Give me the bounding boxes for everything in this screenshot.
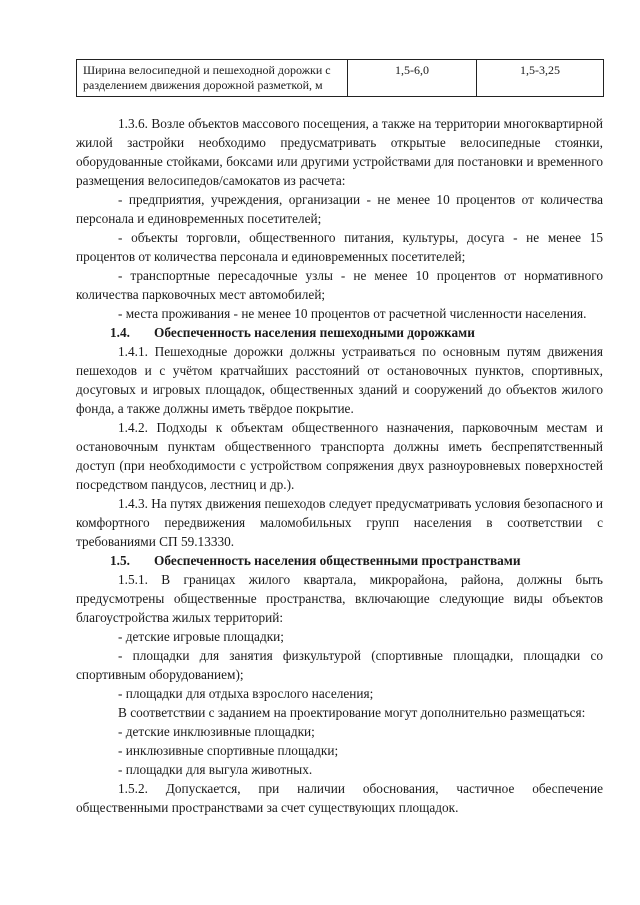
section-title: Обеспеченность населения пешеходными дорожками [154,325,475,340]
list-item: - площадки для занятия физкультурой (спортивные площадки, площадки со спортивным оборудованием); [76,648,603,682]
table-cell-value-1: 1,5-6,0 [348,60,477,97]
paragraph-additional: В соответствии с заданием на проектирование могут дополнительно размещаться: [118,705,586,720]
paragraph-1-4-3: 1.4.3. На путях движения пешеходов следует предусматривать условия безопасного и комфортного передвижения маломобильных групп населения в соответствии с требованиями СП 59.13330. [76,496,603,549]
section-number: 1.4. [110,325,130,340]
list-item: - детские инклюзивные площадки; [118,724,315,739]
paragraph-1-4-2: 1.4.2. Подходы к объектам общественного назначения, парковочным местам и остановочным пунктам общественного транспорта должны иметь беспрепятственный доступ (при необходимости с устройством сопряжения двух разноуровневых поверхностей посредством пандусов, лестниц и др.). [76,420,603,492]
list-item: - места проживания - не менее 10 процентов от расчетной численности населения. [118,306,587,321]
list-item: - площадки для выгула животных. [118,762,313,777]
list-item: - инклюзивные спортивные площадки; [118,743,339,758]
section-heading-1-5 [76,551,603,570]
section-heading-1-4 [76,323,603,342]
table-row [77,60,604,97]
list-item: - транспортные пересадочные узлы - не менее 10 процентов от нормативного количества парковочных мест автомобилей; [76,268,603,302]
parameters-table [76,59,604,97]
table-cell-value-2: 1,5-3,25 [477,60,604,97]
paragraph-1-4-1: 1.4.1. Пешеходные дорожки должны устраиваться по основным путям движения пешеходов и с учётом кратчайших расстояний от остановочных пунктов, спортивных, досуговых и игровых площадок, общественных зданий и сооружений до объектов жилого фонда, а также должны иметь твёрдое покрытие. [76,344,603,416]
list-item: - детские игровые площадки; [118,629,284,644]
paragraph-1-5-2: 1.5.2. Допускается, при наличии обоснования, частичное обеспечение общественными пространствами за счет существующих площадок. [76,781,603,815]
list-item: - объекты торговли, общественного питания, культуры, досуга - не менее 15 процентов от количества персонала и единовременных посетителей; [76,230,603,264]
paragraph-1-3-6: 1.3.6. Возле объектов массового посещения, а также на территории многоквартирной жилой застройки необходимо предусматривать открытые велосипедные стоянки, оборудованные стойками, боксами или другими устройствами для постановки и временного размещения велосипедов/самокатов из расчета: [76,116,603,188]
document-body [76,114,603,817]
section-title: Обеспеченность населения общественными пространствами [154,553,521,568]
list-item: - предприятия, учреждения, организации - не менее 10 процентов от количества персонала и единовременных посетителей; [76,192,603,226]
section-number: 1.5. [110,553,130,568]
paragraph-1-5-1: 1.5.1. В границах жилого квартала, микрорайона, района, должны быть предусмотрены общественные пространства, включающие следующие виды объектов благоустройства жилых территорий: [76,572,603,625]
table-cell-label: Ширина велосипедной и пешеходной дорожки с разделением движения дорожной разметкой, м [77,60,348,97]
list-item: - площадки для отдыха взрослого населения; [118,686,374,701]
